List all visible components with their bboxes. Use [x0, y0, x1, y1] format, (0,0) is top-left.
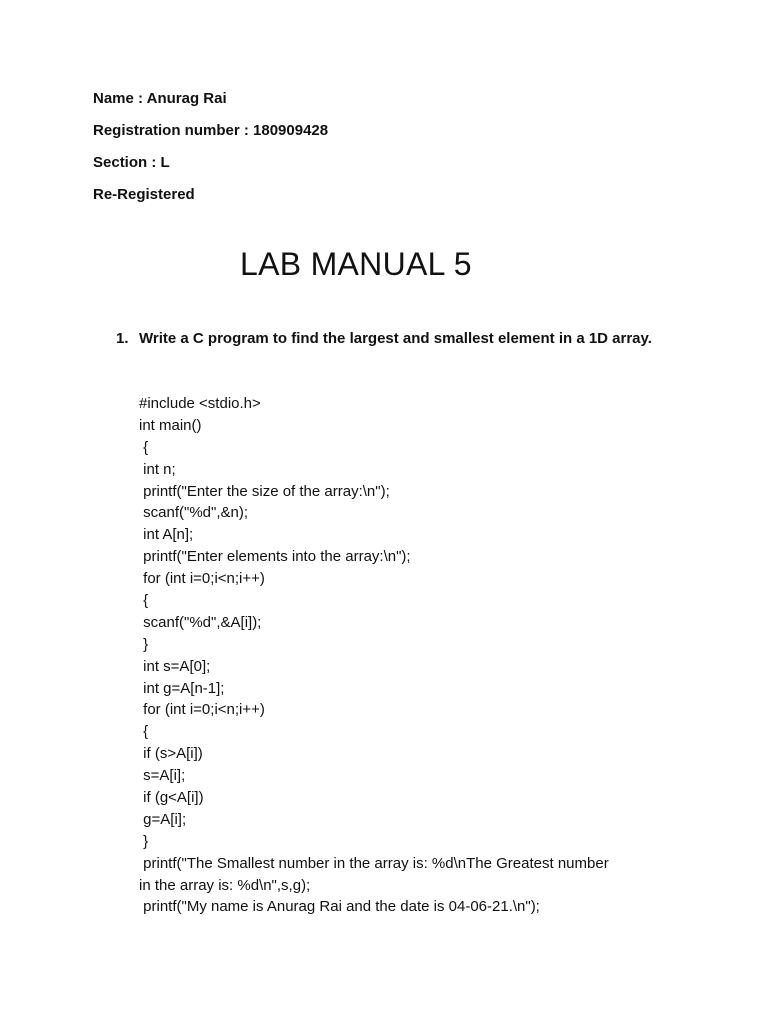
code-line: for (int i=0;i<n;i++) [139, 701, 265, 719]
code-line: for (int i=0;i<n;i++) [139, 570, 265, 588]
code-line: if (g<A[i]) [139, 789, 204, 807]
code-line: { [139, 723, 149, 741]
registration-number: Registration number : 180909428 [93, 122, 329, 139]
code-line: #include <stdio.h> [139, 395, 261, 412]
code-line: int A[n]; [139, 526, 194, 544]
code-line: } [139, 635, 149, 653]
code-line: int n; [139, 460, 176, 478]
code-line: int main() [139, 416, 202, 434]
code-line: int s=A[0]; [139, 657, 211, 675]
code-line: printf("Enter elements into the array:\n"); [139, 548, 411, 566]
code-line: if (s>A[i]) [139, 745, 203, 763]
page-title: LAB MANUAL 5 [240, 246, 472, 282]
code-line: printf("Enter the size of the array:\n"); [139, 482, 390, 500]
code-line: g=A[i]; [139, 810, 187, 828]
code-line: printf("The Smallest number in the array is: %d\nThe Greatest number [139, 854, 609, 872]
code-line: } [139, 832, 149, 850]
code-line: in the array is: %d\n",s,g); [139, 876, 311, 894]
code-line: scanf("%d",&A[i]); [139, 613, 262, 631]
code-line: printf("My name is Anurag Rai and the date is 04-06-21.\n"); [139, 898, 540, 916]
code-line: { [139, 438, 149, 456]
registration-status: Re-Registered [93, 186, 195, 203]
question-text: Write a C program to find the largest and smallest element in a 1D array. [139, 330, 652, 347]
student-name: Name : Anurag Rai [93, 90, 227, 107]
code-line: { [139, 592, 149, 610]
code-line: s=A[i]; [139, 767, 186, 785]
code-line: int g=A[n-1]; [139, 679, 225, 697]
question-number: 1. [116, 330, 129, 347]
code-line: scanf("%d",&n); [139, 504, 249, 522]
section: Section : L [93, 154, 170, 171]
code-block [139, 393, 679, 918]
